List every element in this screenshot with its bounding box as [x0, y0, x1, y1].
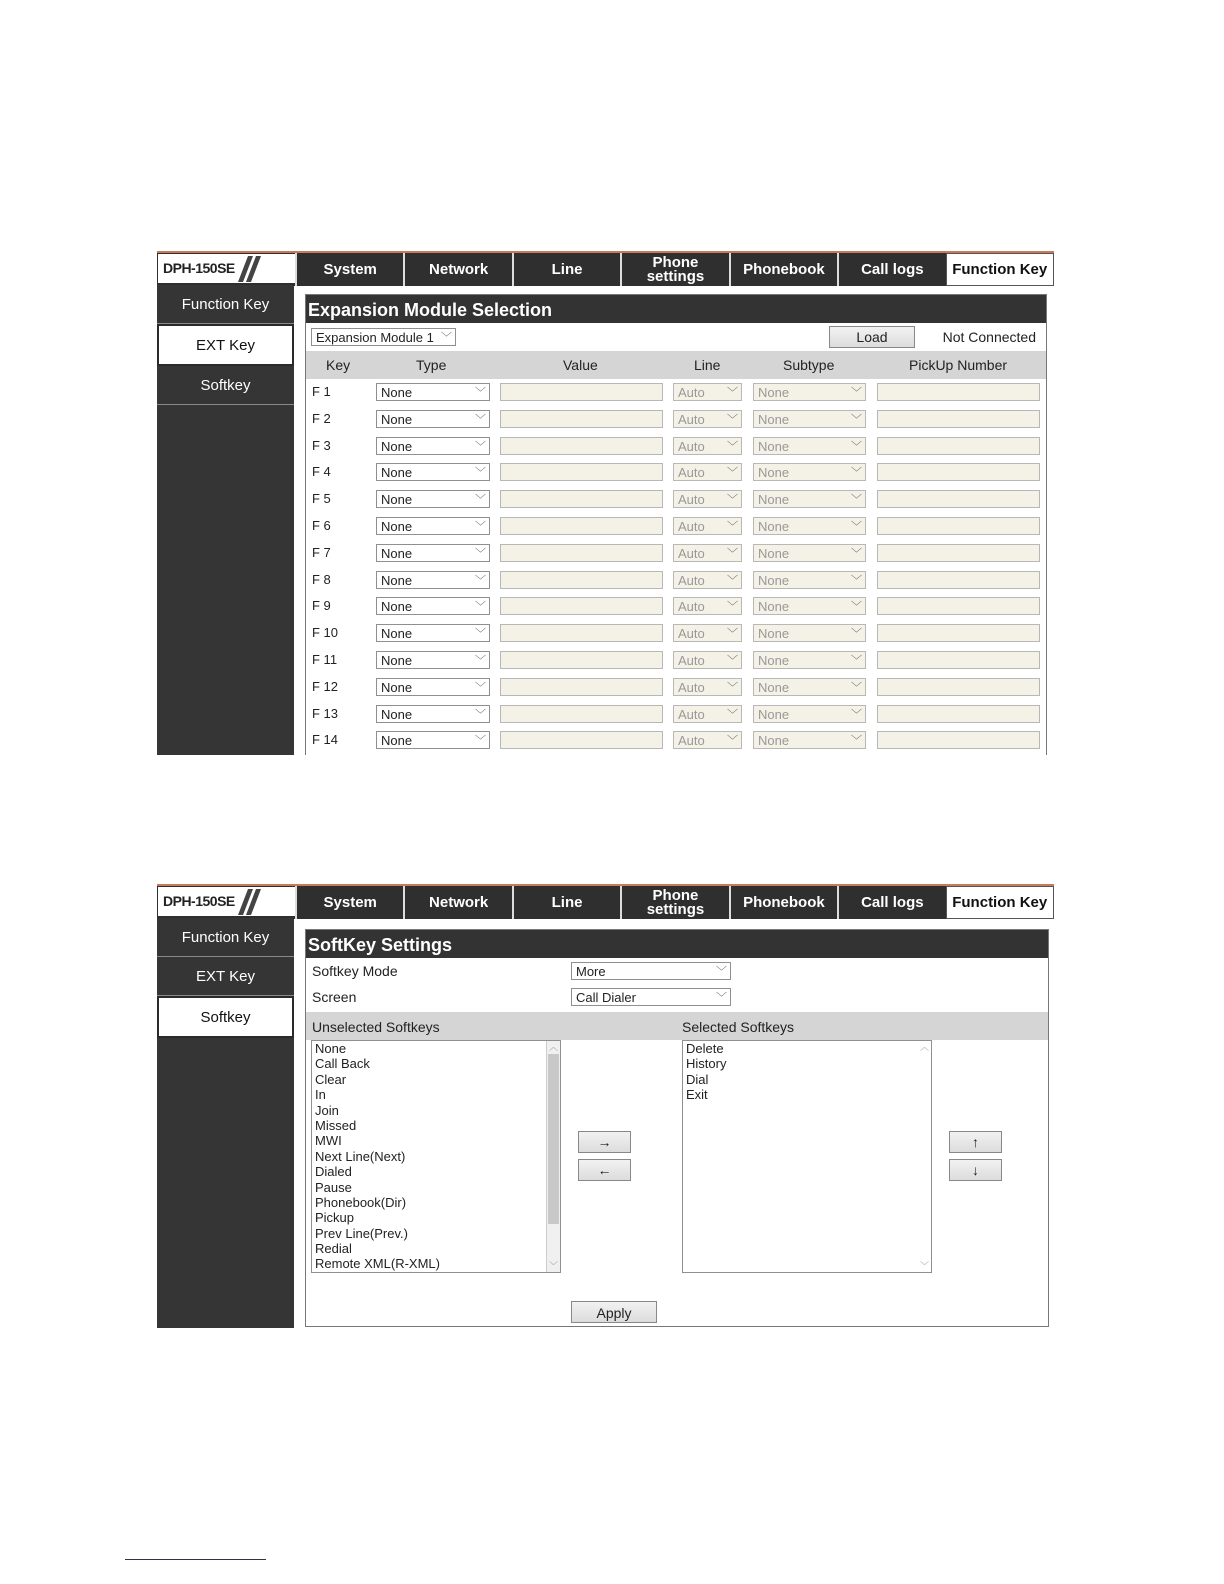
line-select[interactable]	[673, 571, 742, 589]
top-nav	[157, 884, 1054, 919]
type-select[interactable]	[376, 597, 490, 615]
list-item[interactable]: Dialed	[315, 1164, 352, 1180]
type-value: None	[381, 599, 413, 615]
softkey-mode-value: More	[576, 964, 606, 979]
chevron-down-icon: ﹀	[475, 628, 486, 641]
sidebar-item-softkey[interactable]: Softkey	[157, 996, 294, 1038]
key-label: F 13	[312, 705, 339, 721]
chevron-down-icon: ﹀	[727, 601, 738, 614]
list-item[interactable]: MWI	[315, 1133, 342, 1149]
type-select[interactable]	[376, 410, 490, 428]
list-item[interactable]: Prev Line(Prev.)	[315, 1225, 408, 1241]
list-item[interactable]: Missed	[315, 1117, 357, 1133]
line-value: Auto	[678, 626, 705, 642]
nav-tab-call-logs[interactable]: Call logs	[837, 886, 945, 919]
chevron-down-icon: ﹀	[851, 520, 862, 533]
chevron-down-icon: ﹀	[475, 654, 486, 667]
chevron-down-icon: ﹀	[727, 494, 738, 507]
nav-tab-function-key[interactable]: Function Key	[946, 253, 1054, 286]
value-input[interactable]	[500, 678, 663, 696]
subtype-select[interactable]	[753, 731, 866, 749]
brand-logo	[158, 254, 295, 283]
list-item[interactable]: Remote XML(R-XML)	[315, 1256, 440, 1272]
subtype-value: None	[758, 385, 790, 400]
table-row	[306, 513, 1046, 540]
list-item[interactable]: Dial	[686, 1071, 709, 1087]
pickup-number-input[interactable]	[877, 731, 1040, 749]
type-value: None	[381, 385, 413, 400]
value-input[interactable]	[500, 624, 663, 642]
subtype-select[interactable]	[753, 624, 866, 642]
subtype-select[interactable]	[753, 705, 866, 723]
list-item[interactable]: Delete	[686, 1041, 724, 1056]
chevron-down-icon: ﹀	[851, 387, 862, 399]
subtype-select[interactable]	[753, 410, 866, 428]
sidebar-item-ext-key[interactable]: EXT Key	[157, 957, 294, 996]
line-select[interactable]	[673, 490, 742, 508]
key-label: F 3	[312, 437, 331, 453]
key-label: F 11	[312, 651, 338, 667]
type-value: None	[381, 411, 413, 427]
table-row	[306, 459, 1046, 486]
chevron-down-icon: ﹀	[475, 547, 486, 560]
chevron-down-icon: ﹀	[475, 574, 486, 587]
type-value: None	[381, 706, 413, 722]
value-input[interactable]	[500, 571, 663, 589]
chevron-down-icon: ﹀	[727, 708, 738, 721]
type-select[interactable]	[376, 383, 490, 401]
type-select[interactable]	[376, 678, 490, 696]
line-value: Auto	[678, 385, 705, 400]
type-select[interactable]	[376, 731, 490, 749]
line-select[interactable]	[673, 383, 742, 401]
sidebar	[157, 918, 294, 1328]
nav-tab-phonebook[interactable]: Phonebook	[729, 253, 837, 286]
list-item[interactable]: Call Back	[315, 1056, 370, 1072]
nav-tab-phone-settings[interactable]: Phone settings	[620, 886, 728, 919]
nav-tab-system[interactable]: System	[295, 253, 403, 286]
line-value: Auto	[678, 652, 705, 668]
table-header	[306, 351, 1046, 379]
expansion-module-select-value: Expansion Module 1	[316, 330, 434, 345]
value-input[interactable]	[500, 437, 663, 455]
move-up-button[interactable]: ↑	[949, 1131, 1002, 1153]
nav-tab-line[interactable]: Line	[512, 253, 620, 286]
logo-slash-icon	[238, 889, 262, 915]
type-value: None	[381, 518, 413, 534]
chevron-down-icon: ﹀	[851, 440, 862, 453]
line-select[interactable]	[673, 463, 742, 481]
pickup-number-input[interactable]	[877, 490, 1040, 508]
chevron-down-icon: ﹀	[851, 494, 862, 507]
key-table-body	[306, 379, 1046, 754]
chevron-down-icon: ﹀	[727, 547, 738, 560]
chevron-down-icon: ﹀	[716, 966, 727, 978]
value-input[interactable]	[500, 463, 663, 481]
type-value: None	[381, 679, 413, 695]
type-select[interactable]	[376, 624, 490, 642]
type-select[interactable]	[376, 437, 490, 455]
connection-status: Not Connected	[942, 329, 1036, 345]
table-row	[306, 620, 1046, 647]
line-value: Auto	[678, 492, 705, 508]
chevron-down-icon: ﹀	[727, 520, 738, 533]
chevron-down-icon: ﹀	[727, 387, 738, 399]
col-key: Key	[326, 357, 351, 373]
pickup-number-input[interactable]	[877, 597, 1040, 615]
line-value: Auto	[678, 411, 705, 427]
screen-label: Screen	[312, 989, 357, 1005]
subtype-select[interactable]	[753, 651, 866, 669]
chevron-down-icon: ﹀	[475, 494, 486, 507]
brand-name: DPH-150SE	[163, 260, 235, 276]
line-value: Auto	[678, 599, 705, 615]
nav-tab-line[interactable]: Line	[512, 886, 620, 919]
subtype-value: None	[758, 652, 790, 668]
subtype-select[interactable]	[753, 571, 866, 589]
brand-logo	[158, 887, 295, 916]
type-select[interactable]	[376, 651, 490, 669]
subtype-value: None	[758, 599, 790, 615]
value-input[interactable]	[500, 517, 663, 535]
scroll-up-icon[interactable]: ︿	[548, 1042, 558, 1052]
unselected-softkeys-list[interactable]	[311, 1040, 561, 1273]
line-select[interactable]	[673, 731, 742, 749]
nav-tab-function-key[interactable]: Function Key	[946, 886, 1054, 919]
type-value: None	[381, 572, 413, 588]
table-row	[306, 433, 1046, 460]
softkey-panel	[157, 884, 1054, 1328]
nav-tab-network[interactable]: Network	[403, 253, 511, 286]
type-select[interactable]	[376, 490, 490, 508]
subtype-value: None	[758, 572, 790, 588]
chevron-down-icon: ﹀	[475, 467, 486, 480]
chevron-down-icon: ﹀	[851, 547, 862, 560]
col-subtype: Subtype	[783, 357, 835, 373]
selected-softkeys-list[interactable]	[682, 1040, 932, 1273]
scroll-down-icon[interactable]: ﹀	[548, 1261, 558, 1271]
chevron-down-icon: ﹀	[727, 654, 738, 667]
line-select[interactable]	[673, 517, 742, 535]
chevron-down-icon: ﹀	[727, 440, 738, 453]
load-button[interactable]: Load	[829, 326, 915, 348]
chevron-down-icon: ﹀	[727, 735, 738, 748]
ext-key-panel	[157, 251, 1054, 755]
section-title: Expansion Module Selection	[306, 295, 1046, 323]
list-item[interactable]: History	[686, 1056, 727, 1072]
move-left-button[interactable]: ←	[578, 1159, 631, 1181]
apply-button[interactable]: Apply	[571, 1301, 657, 1323]
list-item[interactable]: Phonebook(Dir)	[315, 1194, 407, 1210]
pickup-number-input[interactable]	[877, 544, 1040, 562]
key-label: F 4	[312, 464, 331, 480]
chevron-down-icon: ﹀	[727, 467, 738, 480]
chevron-down-icon: ﹀	[727, 681, 738, 694]
softkey-mode-select[interactable]	[571, 962, 731, 980]
chevron-down-icon: ﹀	[851, 708, 862, 721]
sidebar-item-ext-key[interactable]: EXT Key	[157, 324, 294, 366]
subtype-select[interactable]	[753, 544, 866, 562]
sidebar-item-function-key[interactable]: Function Key	[157, 285, 294, 324]
table-row	[306, 647, 1046, 674]
key-label: F 9	[312, 598, 331, 614]
line-value: Auto	[678, 733, 705, 749]
value-input[interactable]	[500, 705, 663, 723]
value-input[interactable]	[500, 490, 663, 508]
chevron-down-icon: ﹀	[716, 992, 727, 1004]
nav-tab-system[interactable]: System	[295, 886, 403, 919]
table-row	[306, 674, 1046, 701]
softkey-mode-label: Softkey Mode	[312, 963, 398, 979]
softkey-lists-header	[306, 1012, 1048, 1040]
subtype-select[interactable]	[753, 597, 866, 615]
type-select[interactable]	[376, 571, 490, 589]
section-title: SoftKey Settings	[306, 930, 1048, 958]
chevron-down-icon: ﹀	[475, 708, 486, 721]
subtype-select[interactable]	[753, 678, 866, 696]
screen-select[interactable]	[571, 988, 731, 1006]
line-select[interactable]	[673, 410, 742, 428]
pickup-number-input[interactable]	[877, 678, 1040, 696]
scrollbar[interactable]	[918, 1041, 931, 1272]
line-select[interactable]	[673, 705, 742, 723]
chevron-down-icon: ﹀	[851, 735, 862, 748]
type-value: None	[381, 733, 413, 749]
type-value: None	[381, 626, 413, 642]
chevron-down-icon: ﹀	[475, 735, 486, 748]
list-item[interactable]: Pause	[315, 1179, 352, 1195]
line-select[interactable]	[673, 624, 742, 642]
chevron-down-icon: ﹀	[475, 601, 486, 614]
list-item[interactable]: Exit	[686, 1087, 708, 1103]
type-select[interactable]	[376, 463, 490, 481]
chevron-down-icon: ﹀	[475, 413, 486, 426]
nav-tab-network[interactable]: Network	[403, 886, 511, 919]
softkey-mode-row	[306, 958, 1048, 984]
unselected-softkeys-label: Unselected Softkeys	[312, 1019, 440, 1035]
line-value: Auto	[678, 572, 705, 588]
nav-tab-phonebook[interactable]: Phonebook	[729, 886, 837, 919]
footnote-line	[125, 1559, 266, 1560]
table-row	[306, 593, 1046, 620]
chevron-down-icon: ﹀	[851, 628, 862, 641]
key-label: F 8	[312, 571, 331, 587]
scrollbar-thumb[interactable]	[548, 1054, 559, 1224]
chevron-down-icon: ﹀	[441, 332, 452, 344]
move-right-button[interactable]: →	[578, 1131, 631, 1153]
line-value: Auto	[678, 438, 705, 454]
list-item[interactable]: Redial	[315, 1241, 352, 1257]
chevron-down-icon: ﹀	[851, 681, 862, 694]
chevron-down-icon: ﹀	[727, 574, 738, 587]
chevron-down-icon: ﹀	[851, 574, 862, 587]
line-select[interactable]	[673, 544, 742, 562]
line-select[interactable]	[673, 678, 742, 696]
key-label: F 1	[312, 384, 331, 399]
type-select[interactable]	[376, 544, 490, 562]
move-down-button[interactable]: ↓	[949, 1159, 1002, 1181]
chevron-down-icon: ﹀	[851, 467, 862, 480]
chevron-down-icon: ﹀	[475, 520, 486, 533]
unselected-items	[312, 1041, 560, 1272]
chevron-down-icon: ﹀	[851, 601, 862, 614]
value-input[interactable]	[500, 544, 663, 562]
col-value: Value	[563, 357, 598, 373]
list-item[interactable]: Pickup	[315, 1210, 355, 1226]
value-input[interactable]	[500, 731, 663, 749]
key-label: F 5	[312, 491, 331, 507]
sidebar	[157, 285, 294, 755]
pickup-number-input[interactable]	[877, 410, 1040, 428]
table-row	[306, 406, 1046, 433]
type-value: None	[381, 492, 413, 508]
line-value: Auto	[678, 679, 705, 695]
subtype-value: None	[758, 679, 790, 695]
table-row	[306, 701, 1046, 728]
chevron-down-icon: ﹀	[475, 681, 486, 694]
logo-slash-icon	[238, 256, 262, 282]
line-select[interactable]	[673, 437, 742, 455]
pickup-number-input[interactable]	[877, 383, 1040, 401]
chevron-down-icon: ﹀	[475, 387, 486, 399]
pickup-number-input[interactable]	[877, 571, 1040, 589]
type-select[interactable]	[376, 517, 490, 535]
expansion-module-section	[305, 294, 1047, 755]
selected-softkeys-label: Selected Softkeys	[682, 1019, 795, 1035]
pickup-number-input[interactable]	[877, 705, 1040, 723]
chevron-down-icon: ﹀	[851, 654, 862, 667]
table-row	[306, 567, 1046, 594]
key-label: F 12	[312, 678, 339, 694]
chevron-down-icon: ﹀	[727, 628, 738, 641]
col-pickup: PickUp Number	[909, 357, 1008, 373]
col-type: Type	[416, 357, 447, 373]
subtype-value: None	[758, 438, 790, 454]
value-input[interactable]	[500, 597, 663, 615]
scroll-up-icon[interactable]: ︿	[919, 1042, 929, 1052]
subtype-select[interactable]	[753, 383, 866, 401]
screen-value: Call Dialer	[576, 990, 636, 1005]
subtype-value: None	[758, 706, 790, 722]
subtype-value: None	[758, 518, 790, 534]
chevron-down-icon: ﹀	[727, 413, 738, 426]
list-item[interactable]: Next Line(Next)	[315, 1148, 406, 1164]
subtype-select[interactable]	[753, 437, 866, 455]
top-nav	[157, 251, 1054, 286]
subtype-value: None	[758, 545, 790, 561]
subtype-select[interactable]	[753, 517, 866, 535]
module-toolbar	[306, 323, 1046, 351]
subtype-select[interactable]	[753, 490, 866, 508]
key-label: F 2	[312, 410, 331, 426]
table-row	[306, 486, 1046, 513]
line-select[interactable]	[673, 597, 742, 615]
subtype-value: None	[758, 411, 790, 427]
col-line: Line	[694, 357, 721, 373]
pickup-number-input[interactable]	[877, 517, 1040, 535]
value-input[interactable]	[500, 410, 663, 428]
screen-row	[306, 984, 1048, 1010]
list-item[interactable]: Join	[315, 1102, 339, 1118]
type-value: None	[381, 652, 413, 668]
value-input[interactable]	[500, 651, 663, 669]
pickup-number-input[interactable]	[877, 624, 1040, 642]
type-select[interactable]	[376, 705, 490, 723]
key-label: F 14	[312, 732, 339, 748]
line-value: Auto	[678, 706, 705, 722]
key-label: F 10	[312, 625, 339, 641]
line-value: Auto	[678, 518, 705, 534]
line-value: Auto	[678, 545, 705, 561]
pickup-number-input[interactable]	[877, 437, 1040, 455]
table-row	[306, 727, 1046, 754]
selected-items	[683, 1041, 931, 1103]
table-row	[306, 379, 1046, 406]
list-item[interactable]: None	[315, 1041, 347, 1056]
line-value: Auto	[678, 465, 705, 481]
type-value: None	[381, 438, 413, 454]
sidebar-item-function-key[interactable]: Function Key	[157, 918, 294, 957]
subtype-value: None	[758, 626, 790, 642]
scrollbar[interactable]	[546, 1041, 560, 1272]
nav-tab-call-logs[interactable]: Call logs	[837, 253, 945, 286]
sidebar-item-softkey[interactable]: Softkey	[157, 366, 294, 405]
type-value: None	[381, 465, 413, 481]
chevron-down-icon: ﹀	[475, 440, 486, 453]
softkey-settings-section	[305, 929, 1049, 1327]
chevron-down-icon: ﹀	[851, 413, 862, 426]
type-value: None	[381, 545, 413, 561]
brand-name: DPH-150SE	[163, 893, 235, 909]
scroll-down-icon[interactable]: ﹀	[919, 1261, 929, 1271]
nav-tab-phone-settings[interactable]: Phone settings	[620, 253, 728, 286]
list-item[interactable]: In	[315, 1087, 326, 1103]
pickup-number-input[interactable]	[877, 463, 1040, 481]
list-item[interactable]: Clear	[315, 1071, 347, 1087]
table-row	[306, 540, 1046, 567]
expansion-module-select[interactable]	[311, 328, 456, 346]
key-label: F 7	[312, 544, 331, 560]
line-select[interactable]	[673, 651, 742, 669]
key-label: F 6	[312, 517, 331, 533]
subtype-value: None	[758, 465, 790, 481]
subtype-select[interactable]	[753, 463, 866, 481]
pickup-number-input[interactable]	[877, 651, 1040, 669]
subtype-value: None	[758, 733, 790, 749]
value-input[interactable]	[500, 383, 663, 401]
subtype-value: None	[758, 492, 790, 508]
